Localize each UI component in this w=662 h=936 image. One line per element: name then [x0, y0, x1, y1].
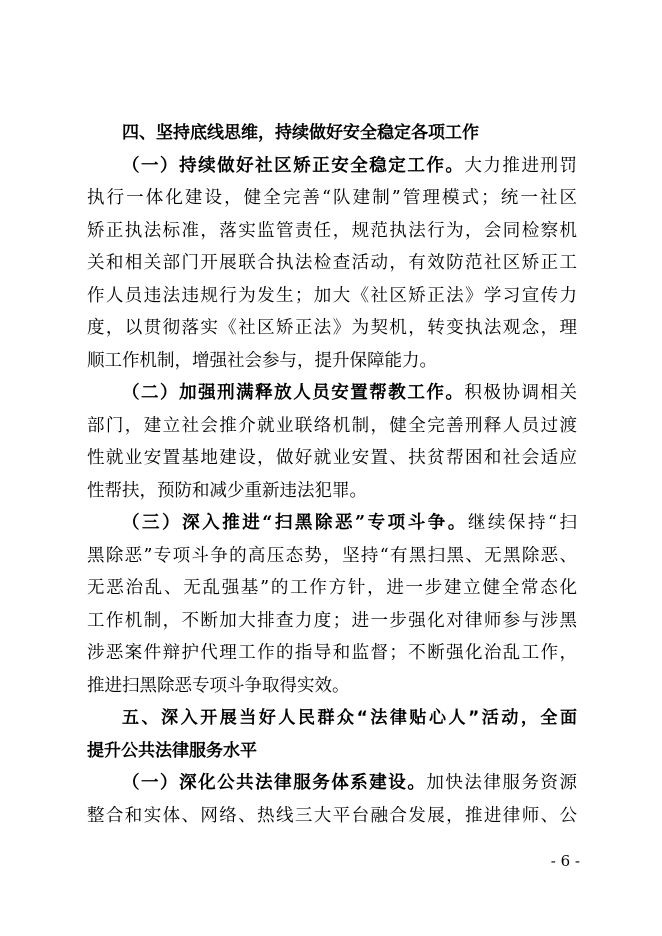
section-5-heading: 五、深入开展当好人民群众“法律贴心人”活动，全面 — [122, 708, 577, 728]
text-line: 度，以贯彻落实《社区矫正法》为契机，转变执法观念，理 — [87, 318, 577, 338]
paragraph-anti-crime-campaign — [87, 507, 577, 702]
text-line: 无恶治乱、无乱强基”的工作方针，进一步建立健全常态化 — [87, 578, 577, 598]
text-line: 涉恶案件辩护代理工作的指导和监督；不断强化治乱工作， — [87, 643, 577, 663]
paragraph-first-line — [87, 150, 577, 183]
paragraph-community-correction — [87, 150, 577, 378]
section-5-heading-continued: 提升公共法律服务水平 — [87, 740, 257, 761]
text-line: 作人员违法违规行为发生；加大《社区矫正法》学习宣传力 — [87, 285, 577, 306]
subsection-title: （一）深化公共法律服务体系建设。 — [122, 773, 427, 793]
text-line: 性就业安置基地建设，做好就业安置、扶贫帮困和社会适应 — [87, 448, 577, 468]
text-span: 继续保持“扫 — [467, 513, 577, 533]
text-line: 矫正执法标准，落实监管责任，规范执法行为，会同检察机 — [87, 220, 577, 241]
paragraph-first-line — [87, 767, 577, 800]
text-line: 关和相关部门开展联合执法检查活动，有效防范社区矫正工 — [87, 253, 577, 273]
text-line: 执行一体化建设，健全完善“队建制”管理模式；统一社区 — [87, 188, 577, 208]
subsection-title: （二）加强刑满释放人员安置帮教工作。 — [122, 383, 465, 403]
text-line: 工作机制，不断加大排查力度；进一步强化对律师参与涉黑 — [87, 610, 577, 631]
text-line: 整合和实体、网络、热线三大平台融合发展，推进律师、公 — [87, 805, 577, 826]
paragraph-public-legal-service — [87, 767, 577, 832]
text-span: 大力推进刑罚 — [464, 155, 577, 176]
page-number: - 6 - — [550, 852, 580, 870]
text-span: 积极协调相关 — [464, 383, 577, 403]
text-line: 推进扫黑除恶专项斗争取得实效。 — [87, 675, 350, 696]
subsection-title: （三）深入推进“扫黑除恶”专项斗争。 — [122, 513, 468, 533]
section-4-heading: 四、坚持底线思维，持续做好安全稳定各项工作 — [122, 123, 479, 143]
text-line: 顺工作机制，增强社会参与，提升保障能力。 — [87, 350, 437, 371]
paragraph-first-line — [87, 507, 577, 540]
paragraph-first-line — [87, 377, 577, 410]
subsection-title: （一）持续做好社区矫正安全稳定工作。 — [122, 155, 465, 176]
text-line: 部门，建立社会推介就业联络机制，健全完善刑释人员过渡 — [87, 415, 577, 436]
text-span: 加快法律服务资源 — [426, 773, 577, 793]
text-line: 性帮扶，预防和减少重新违法犯罪。 — [87, 480, 367, 501]
paragraph-released-prisoners — [87, 377, 577, 507]
text-line: 黑除恶”专项斗争的高压态势，坚持“有黑扫黑、无黑除恶、 — [87, 545, 577, 566]
document-page — [87, 117, 577, 832]
